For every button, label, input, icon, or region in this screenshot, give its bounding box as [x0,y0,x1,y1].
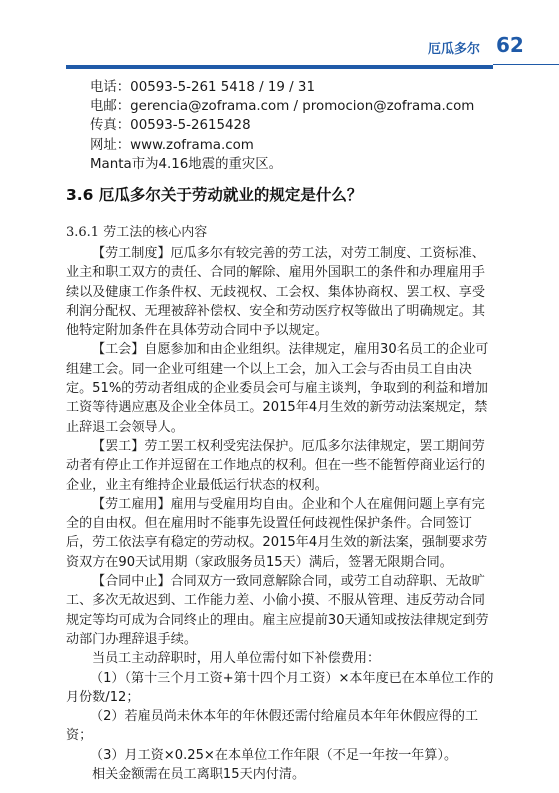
sub-heading: 3.6.1 劳工法的核心内容 [66,225,208,240]
contact-fax: 传真：00593-5-2615428 [90,118,251,134]
list-item: （2）若雇员尚未休本年的年休假还需付给雇员本年年休假应得的工资； [66,709,479,744]
contact-phone: 电话：00593-5-261 5418 / 19 / 31 [90,80,315,95]
paragraph-compensation-intro: 当员工主动辞职时，用人单位需付如下补偿费用： [92,651,381,667]
body-text [66,244,496,784]
contact-note: Manta市为4.16地震的重灾区。 [90,156,283,172]
paragraph-labor-system: 【劳工制度】厄瓜多尔有较完善的劳工法，对劳工制度、工资标准、业主和职工双方的责任、合同的解除、雇用外国职工的条件和办理雇用手续以及健康工作条件权、无歧视权、工会权、集体协商权、罢工权、享受利润分配权、无理被辞补偿权、安全和劳动医疗权等做出了明确规定。其他特定附加条件在具体劳动合同中予以规定。 [66,246,485,339]
paragraph-closing: 相关金额需在员工离职15天内付清。 [92,767,306,783]
header-rule-thin [493,64,559,65]
paragraph-termination: 【合同中止】合同双方一致同意解除合同，或劳工自动辞职、无故旷工、多次无故迟到、工作能力差、小偷小摸、不服从管理、违反劳动合同规定等均可成为合同终止的理由。雇主应提前30天通知或按法律规定到劳动部门办理辞退手续。 [66,574,489,647]
header-rule [66,65,493,69]
paragraph-strike: 【罢工】劳工罢工权利受宪法保护。厄瓜多尔法律规定，罢工期间劳动者有停止工作并逗留在工作地点的权利。但在一些不能暂停商业运行的企业，业主有维持企业最低运行状态的权利。 [66,438,485,493]
contact-email: 电邮：gerencia@zoframa.com / promocion@zoframa.com [90,99,475,115]
section-heading: 3.6 厄瓜多尔关于劳动就业的规定是什么？ [66,186,363,204]
contact-block [90,78,530,174]
list-item: （3）月工资×0.25×在本单位工作年限（不足一年按一年算）。 [90,747,458,763]
list-item: （1）（第十三个月工资+第十四个月工资）×本年度已在本单位工作的月份数/12； [66,670,494,705]
page-number: 62 [496,33,524,57]
contact-website: 网址：www.zoframa.com [90,137,254,153]
paragraph-union: 【工会】自愿参加和由企业组织。法律规定，雇用30名员工的企业可组建工会。同一企业可组建一个以上工会，加入工会与否由员工自由决定。51%的劳动者组成的企业委员会可与雇主谈判，争取到的利益和增加工资等待遇应惠及企业全体员工。2015年4月生效的新劳动法案规定，禁止辞退工会领导人。 [66,342,489,435]
header-title: 厄瓜多尔 [428,42,481,57]
paragraph-hiring: 【劳工雇用】雇用与受雇用均自由。企业和个人在雇佣问题上享有完全的自由权。但在雇用时不能事先设置任何歧视性保护条件。合同签订后，劳工依法享有稳定的劳动权。2015年4月生效的新法案，强制要求劳资双方在90天试用期（家政服务员15天）满后，签署无限期合同。 [66,496,488,570]
